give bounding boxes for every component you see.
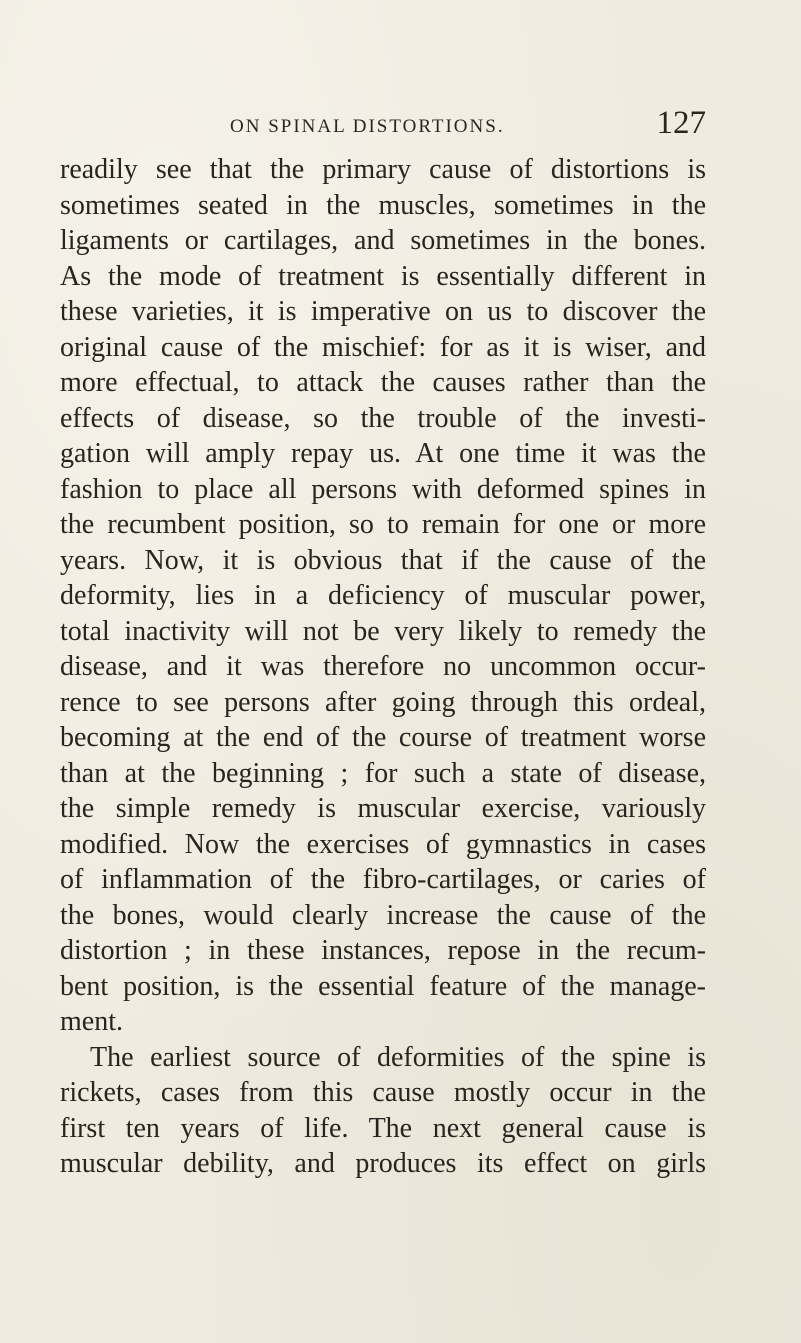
body-text bbox=[60, 152, 706, 1182]
page-header bbox=[60, 105, 706, 153]
text-line: ligaments or cartilages, and sometimes in the bones. bbox=[60, 225, 706, 256]
text-line: first ten years of life. The next general cause is bbox=[60, 1112, 706, 1144]
text-line: rickets, cases from this cause mostly occur in the bbox=[60, 1077, 706, 1108]
text-line: As the mode of treatment is essentially different in bbox=[60, 260, 706, 292]
text-line: bent position, is the essential feature of the manage- bbox=[60, 970, 706, 1002]
text-line: these varieties, it is imperative on us to discover the bbox=[60, 296, 706, 327]
text-line: becoming at the end of the course of treatment worse bbox=[60, 722, 706, 753]
text-line: original cause of the mischief: for as it is wiser, and bbox=[60, 331, 706, 363]
text-line: gation will amply repay us. At one time it was the bbox=[60, 438, 706, 469]
text-line: sometimes seated in the muscles, sometimes in the bbox=[60, 189, 706, 221]
text-line: readily see that the primary cause of distortions is bbox=[60, 154, 706, 185]
running-head: ON SPINAL DISTORTIONS. bbox=[230, 116, 505, 137]
text-line-paragraph-end: ment. bbox=[60, 1006, 123, 1037]
text-line: fashion to place all persons with deformed spines in bbox=[60, 473, 706, 505]
text-line: more effectual, to attack the causes rather than the bbox=[60, 367, 706, 398]
text-line: rence to see persons after going through this ordeal, bbox=[60, 686, 706, 718]
text-line-paragraph-start: The earliest source of deformities of the spine is bbox=[90, 1041, 706, 1073]
text-line: than at the beginning ; for such a state of disease, bbox=[60, 757, 706, 789]
text-line: deformity, lies in a deficiency of muscular power, bbox=[60, 580, 706, 611]
text-line: the recumbent position, so to remain for one or more bbox=[60, 509, 706, 540]
text-line: modified. Now the exercises of gymnastics in cases bbox=[60, 828, 706, 860]
text-line: disease, and it was therefore no uncommon occur- bbox=[60, 651, 706, 682]
text-line: of inflammation of the fibro-cartilages, or caries of bbox=[60, 864, 706, 895]
text-line: the bones, would clearly increase the cause of the bbox=[60, 899, 706, 931]
text-line: distortion ; in these instances, repose in the recum- bbox=[60, 935, 706, 966]
text-line: total inactivity will not be very likely to remedy the bbox=[60, 615, 706, 647]
text-line: years. Now, it is obvious that if the cause of the bbox=[60, 544, 706, 576]
text-line: effects of disease, so the trouble of the investi- bbox=[60, 402, 706, 434]
text-line: the simple remedy is muscular exercise, variously bbox=[60, 793, 706, 824]
text-line: muscular debility, and produces its effect on girls bbox=[60, 1148, 706, 1179]
page-number: 127 bbox=[656, 105, 706, 141]
